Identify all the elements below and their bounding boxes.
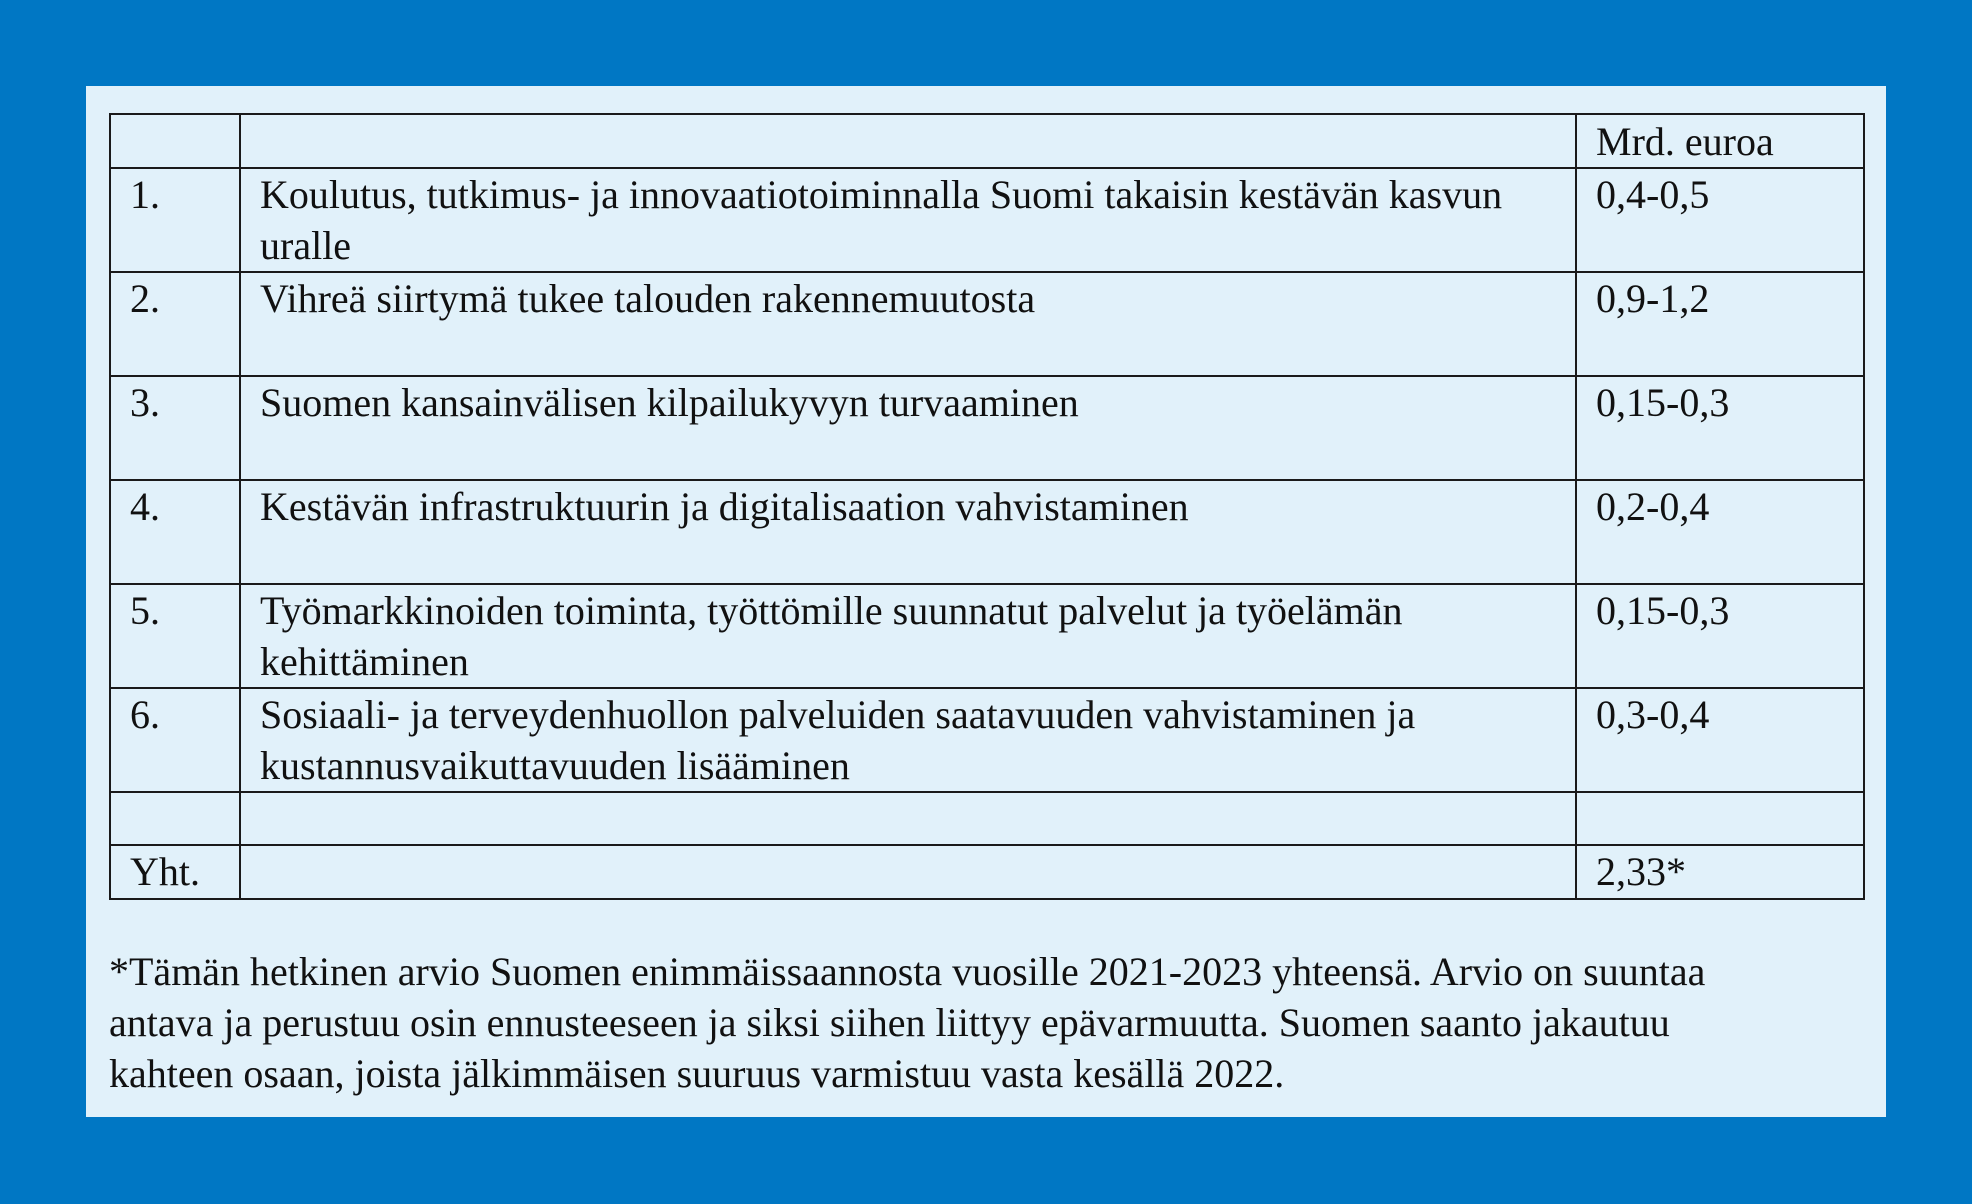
total-row bbox=[110, 845, 1864, 899]
header-num-cell bbox=[110, 114, 240, 168]
table-row bbox=[110, 168, 1864, 272]
row-number: 3. bbox=[110, 376, 240, 480]
row-description: Sosiaali- ja terveydenhuollon palveluiden saatavuuden vahvistaminen ja kustannusvaikuttavuuden lisääminen bbox=[240, 688, 1576, 792]
row-value: 0,15-0,3 bbox=[1576, 584, 1864, 688]
total-description bbox=[240, 845, 1576, 899]
footnote-line: kahteen osaan, joista jälkimmäisen suuruus varmistuu vasta kesällä 2022. bbox=[109, 1051, 1285, 1096]
row-number: 4. bbox=[110, 480, 240, 584]
total-label: Yht. bbox=[110, 845, 240, 899]
row-description: Vihreä siirtymä tukee talouden rakennemuutosta bbox=[240, 272, 1576, 376]
row-number: 2. bbox=[110, 272, 240, 376]
content-panel bbox=[86, 86, 1886, 1117]
footnote-line: antava ja perustuu osin ennusteeseen ja siksi siihen liittyy epävarmuutta. Suomen saanto jakautuu bbox=[109, 1000, 1670, 1045]
row-value: 0,9-1,2 bbox=[1576, 272, 1864, 376]
header-value-cell: Mrd. euroa bbox=[1576, 114, 1864, 168]
blank-row bbox=[110, 792, 1864, 845]
row-number: 5. bbox=[110, 584, 240, 688]
row-description: Työmarkkinoiden toiminta, työttömille suunnatut palvelut ja työelämän kehittäminen bbox=[240, 584, 1576, 688]
footnote-line: *Tämän hetkinen arvio Suomen enimmäissaannosta vuosille 2021-2023 yhteensä. Arvio on suuntaa bbox=[109, 949, 1706, 994]
row-value: 0,4-0,5 bbox=[1576, 168, 1864, 272]
row-description: Suomen kansainvälisen kilpailukyvyn turvaaminen bbox=[240, 376, 1576, 480]
table-row bbox=[110, 584, 1864, 688]
row-value: 0,3-0,4 bbox=[1576, 688, 1864, 792]
row-description: Kestävän infrastruktuurin ja digitalisaation vahvistaminen bbox=[240, 480, 1576, 584]
row-number: 6. bbox=[110, 688, 240, 792]
footnote bbox=[109, 946, 1884, 1099]
blank-cell bbox=[240, 792, 1576, 845]
table-row bbox=[110, 480, 1864, 584]
blank-cell bbox=[110, 792, 240, 845]
row-value: 0,2-0,4 bbox=[1576, 480, 1864, 584]
table-header-row bbox=[110, 114, 1864, 168]
row-description: Koulutus, tutkimus- ja innovaatiotoiminnalla Suomi takaisin kestävän kasvun uralle bbox=[240, 168, 1576, 272]
blank-cell bbox=[1576, 792, 1864, 845]
table-row bbox=[110, 376, 1864, 480]
table-row bbox=[110, 688, 1864, 792]
row-number: 1. bbox=[110, 168, 240, 272]
total-value: 2,33* bbox=[1576, 845, 1864, 899]
row-value: 0,15-0,3 bbox=[1576, 376, 1864, 480]
allocation-table bbox=[109, 113, 1865, 900]
header-description-cell bbox=[240, 114, 1576, 168]
table-row bbox=[110, 272, 1864, 376]
